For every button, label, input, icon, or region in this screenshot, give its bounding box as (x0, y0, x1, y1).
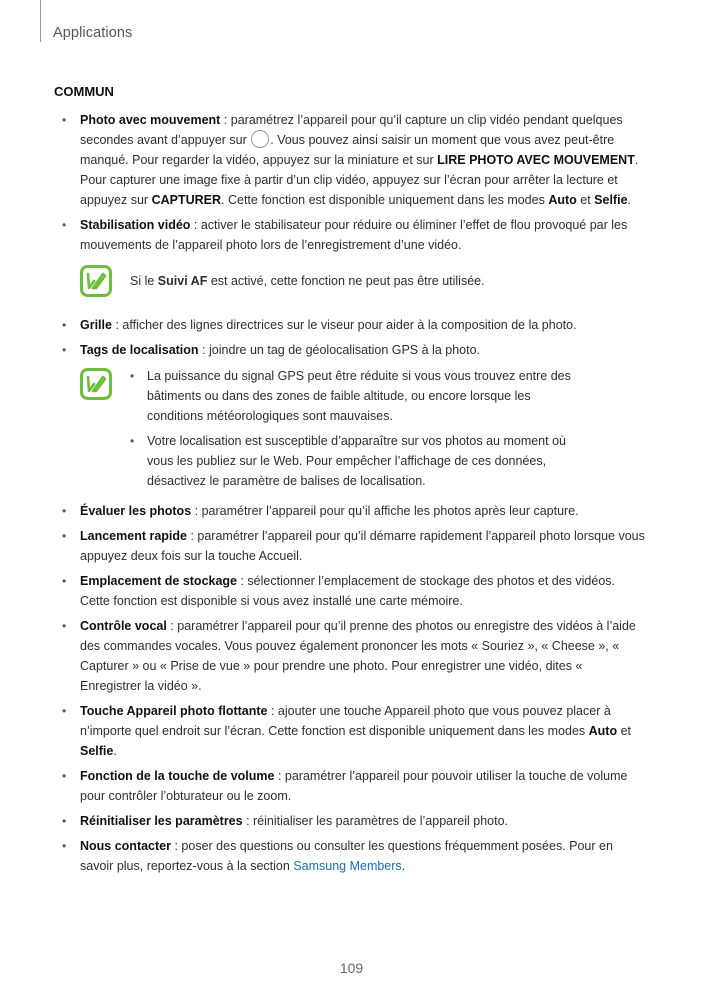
list-item: • Emplacement de stockage : sélectionner l’emplacement de stockage des photos et des vidéos. Cette fonction est disponible si vous avez installé une carte mémoire. (0, 571, 703, 611)
bullet: • (62, 504, 67, 518)
item-label: Fonction de la touche de volume (80, 769, 275, 783)
item-label: Photo avec mouvement (80, 113, 221, 127)
bullet: • (62, 619, 67, 633)
note-list-item: • Votre localisation est susceptible d’apparaître sur vos photos au moment où vous les publiez sur le Web. Pour empêcher l’affichage de ces données, désactivez le paramètre de balises de localisation. (147, 431, 587, 491)
list-item: • Fonction de la touche de volume : paramétrer l’appareil pour pouvoir utiliser la touche de volume pour contrôler l’obturateur ou le zoom. (0, 766, 703, 806)
item-label: Touche Appareil photo flottante (80, 704, 268, 718)
bullet: • (62, 814, 67, 828)
bullet: • (62, 343, 67, 357)
note-pencil-icon (80, 368, 112, 400)
list-item: • Nous contacter : poser des questions ou consulter les questions fréquemment posées. Pour en savoir plus, reportez-vous à la section Samsung Members. (0, 836, 703, 876)
header-divider (40, 0, 41, 42)
item-label: Lancement rapide (80, 529, 187, 543)
bullet: • (62, 574, 67, 588)
item-label: Nous contacter (80, 839, 171, 853)
list-item: • Réinitialiser les paramètres : réinitialiser les paramètres de l’appareil photo. (0, 811, 703, 831)
list-item: • Contrôle vocal : paramétrer l’appareil pour qu’il prenne des photos ou enregistre des vidéos à l’aide des commandes vocales. Vous pouvez également prononcer les mots « Souriez », « Cheese », « Capturer » ou « Prise de vue » pour prendre une photo. Pour enregistrer une vidéo, dites « Enregistrer la vidéo ». (0, 616, 703, 696)
section-heading: COMMUN (54, 84, 114, 99)
bullet: • (62, 529, 67, 543)
item-label: Évaluer les photos (80, 504, 192, 518)
bullet: • (62, 704, 67, 718)
item-label: Tags de localisation (80, 343, 199, 357)
list-item: • Stabilisation vidéo : activer le stabilisateur pour réduire ou éliminer l’effet de flou provoqué par les mouvements de l’appareil photo lors de l’enregistrement d’une vidéo. (0, 215, 703, 255)
list-item: • Grille : afficher des lignes directrices sur le viseur pour aider à la composition de la photo. (0, 315, 703, 335)
item-label: Stabilisation vidéo (80, 218, 191, 232)
note-box (0, 265, 703, 303)
bullet: • (62, 769, 67, 783)
item-label: Emplacement de stockage (80, 574, 238, 588)
list-item: • Lancement rapide : paramétrer l’appareil pour qu’il démarre rapidement l’appareil photo lorsque vous appuyez deux fois sur la touche Accueil. (0, 526, 703, 566)
item-label: Contrôle vocal (80, 619, 167, 633)
list-item: • Touche Appareil photo flottante : ajouter une touche Appareil photo que vous pouvez placer à n’importe quel endroit sur l’écran. Cette fonction est disponible uniquement dans les modes Auto et Selfie. (0, 701, 703, 761)
note-pencil-icon (80, 265, 112, 297)
page-header-title: Applications (53, 25, 133, 41)
list-item: • Photo avec mouvement : paramétrez l’appareil pour qu’il capture un clip vidéo pendant quelques secondes avant d’appuyer sur . Vous pouvez ainsi saisir un moment que vous avez peut-être manqué. Pour regarder la vidéo, appuyez sur la miniature et sur LIRE PHOTO AVEC MOUVEMENT. Pour capturer une image fixe à partir d’un clip vidéo, appuyez sur l’écran pour arrêter la lecture et appuyez sur CAPTURER. Cette fonction est disponible uniquement dans les modes Auto et Selfie. (0, 110, 703, 210)
note-list-item: • La puissance du signal GPS peut être réduite si vous vous trouvez entre des bâtiments ou dans des zones de faible altitude, ou encore lorsque les conditions météorologiques sont mauvaises. (147, 366, 587, 426)
note-list (130, 366, 645, 491)
samsung-members-link[interactable]: Samsung Members (293, 859, 402, 873)
list-item: • Évaluer les photos : paramétrer l’appareil pour qu’il affiche les photos après leur capture. (0, 501, 703, 521)
shutter-button-icon (251, 130, 269, 148)
list-item: • Tags de localisation : joindre un tag de géolocalisation GPS à la photo. (0, 340, 703, 360)
note-box (0, 366, 703, 491)
bullet: • (130, 369, 135, 383)
item-label: Réinitialiser les paramètres (80, 814, 243, 828)
bullet: • (62, 839, 67, 853)
bullet: • (62, 113, 67, 127)
settings-list (0, 110, 703, 881)
bullet: • (130, 434, 135, 448)
bullet: • (62, 318, 67, 332)
item-label: Grille (80, 318, 112, 332)
page-number: 109 (339, 960, 364, 976)
bullet: • (62, 218, 67, 232)
note-text: Si le Suivi AF est activé, cette fonction ne peut pas être utilisée. (130, 274, 485, 288)
